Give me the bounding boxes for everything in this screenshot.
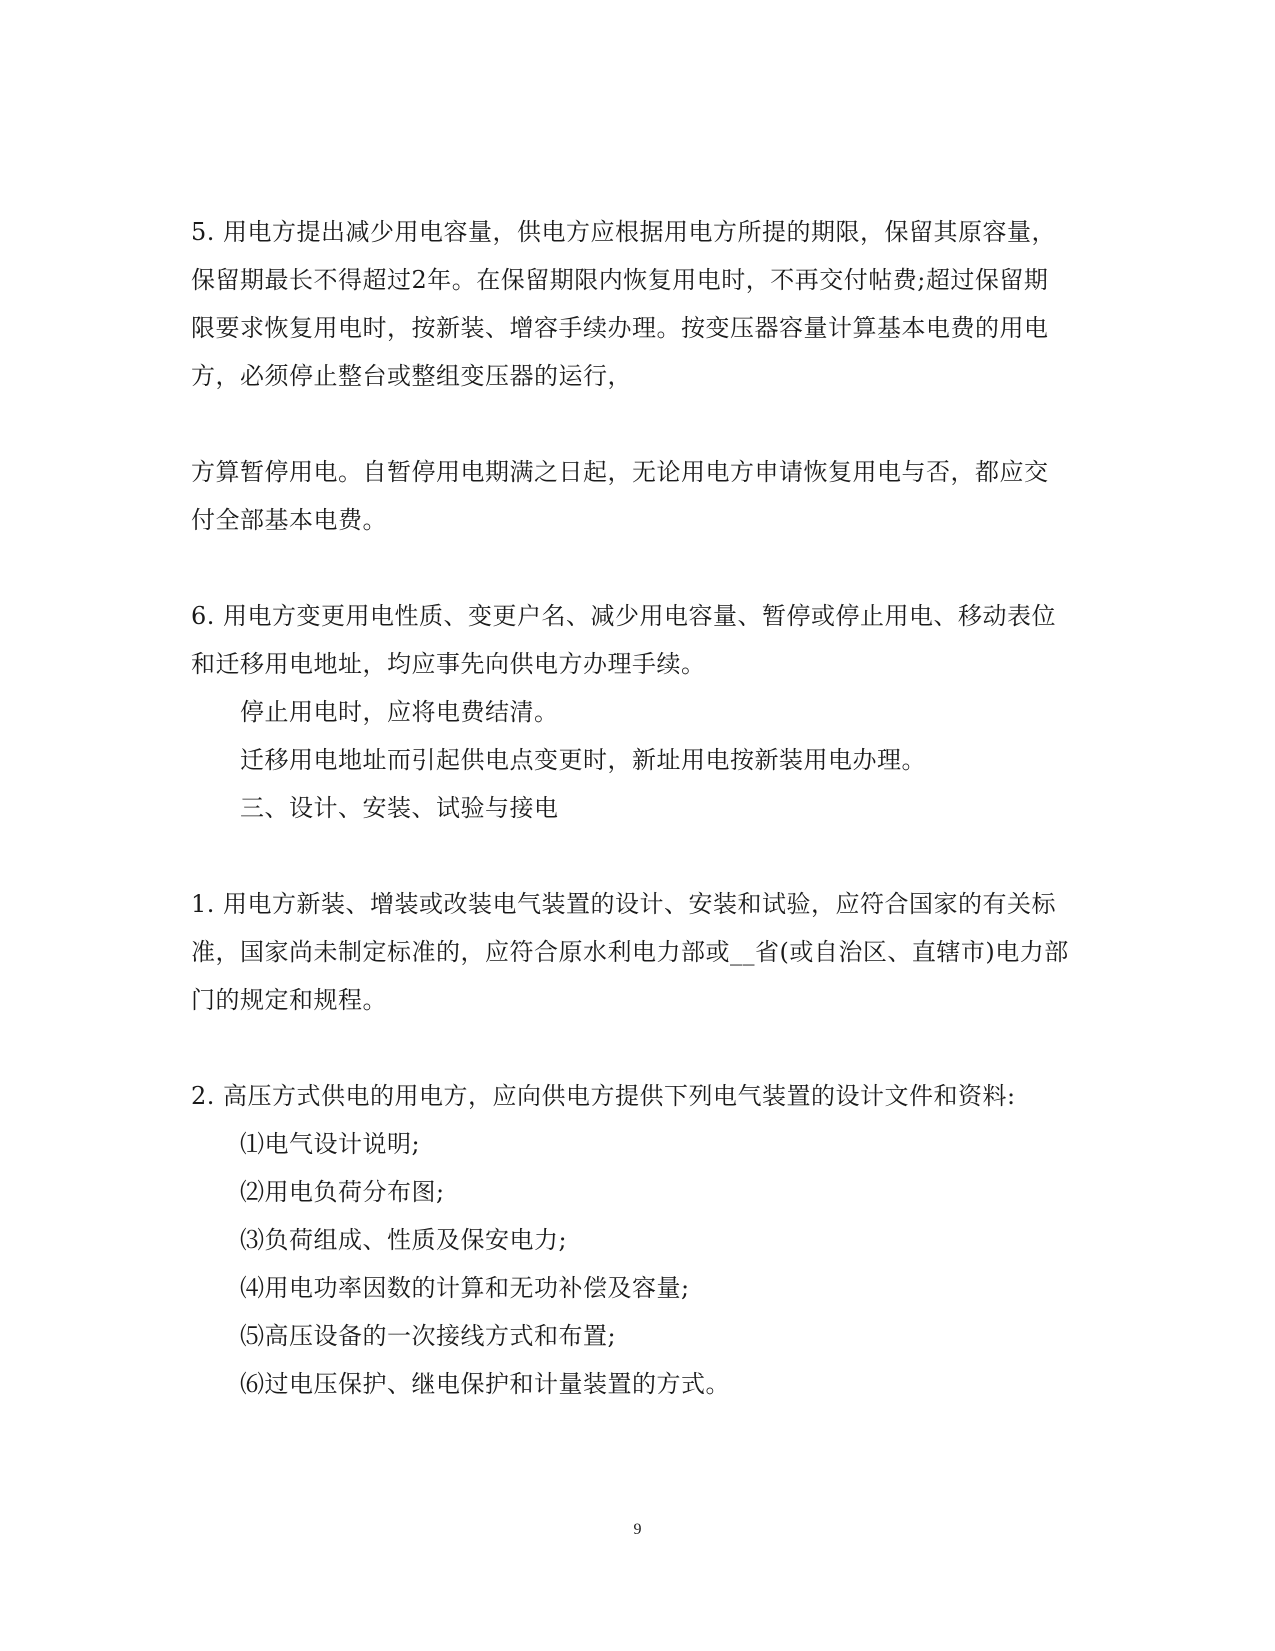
paragraph-gap — [191, 1024, 1071, 1072]
list-item: ⑵用电负荷分布图; — [240, 1178, 445, 1206]
paragraph-6-note-a: 停止用电时，应将电费结清。 — [240, 698, 559, 726]
paragraph-6: 6. 用电方变更用电性质、变更户名、减少用电容量、暂停或停止用电、移动表位和迁移用电地址，均应事先向供电方办理手续。 — [191, 602, 1057, 678]
paragraph-1: 1. 用电方新装、增装或改装电气装置的设计、安装和试验，应符合国家的有关标准，国家尚未制定标准的，应符合原水利电力部或__省(或自治区、直辖市)电力部门的规定和规程。 — [191, 890, 1069, 1014]
list-item: ⑸高压设备的一次接线方式和布置; — [240, 1322, 617, 1350]
list-item: ⑷用电功率因数的计算和无功补偿及容量; — [240, 1274, 690, 1302]
list-item: ⑹过电压保护、继电保护和计量装置的方式。 — [240, 1370, 730, 1398]
paragraph-gap — [191, 832, 1071, 880]
paragraph-6-note-b: 迁移用电地址而引起供电点变更时，新址用电按新装用电办理。 — [240, 746, 926, 774]
paragraph-gap — [191, 400, 1071, 448]
paragraph-gap — [191, 544, 1071, 592]
paragraph-5: 5. 用电方提出减少用电容量，供电方应根据用电方所提的期限，保留其原容量，保留期最长不得超过2年。在保留期限内恢复用电时，不再交付帖费;超过保留期限要求恢复用电时，按新装、增容手续办理。按变压器容量计算基本电费的用电方，必须停止整台或整组变压器的运行， — [191, 218, 1057, 390]
paragraph-5-continued: 方算暂停用电。自暂停用电期满之日起，无论用电方申请恢复用电与否，都应交付全部基本电费。 — [191, 458, 1049, 534]
paragraph-2: 2. 高压方式供电的用电方，应向供电方提供下列电气装置的设计文件和资料: — [191, 1082, 1016, 1110]
page-number: 9 — [633, 1521, 642, 1538]
section-heading-3: 三、设计、安装、试验与接电 — [240, 794, 559, 822]
list-item: ⑴电气设计说明; — [240, 1130, 421, 1158]
list-item: ⑶负荷组成、性质及保安电力; — [240, 1226, 568, 1254]
document-body — [191, 208, 1071, 1408]
